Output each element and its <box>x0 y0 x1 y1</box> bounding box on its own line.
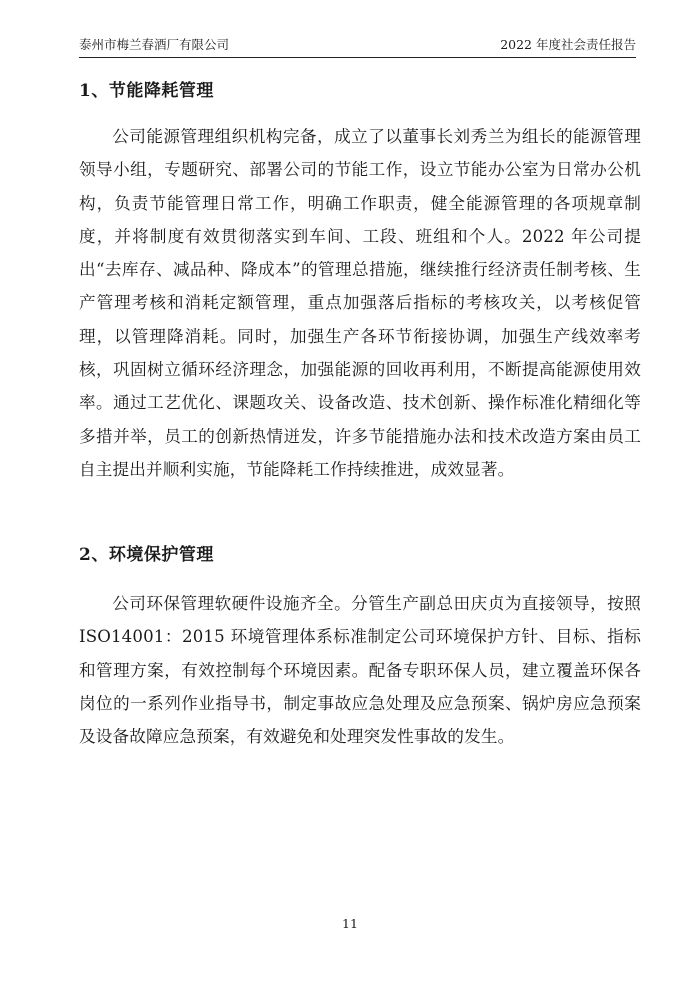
section-paragraph-energy: 公司能源管理组织机构完备，成立了以董事长刘秀兰为组长的能源管理领导小组，专题研究、部署公司的节能工作，设立节能办公室为日常办公机构，负责节能管理日常工作，明确工作职责，健全能源管理的各项规章制度，并将制度有效贯彻落实到车间、工段、班组和个人。2022 年公司提出“去库存、减品种、降成本”的管理总措施，继续推行经济责任制考核、生产管理考核和消耗定额管理，重点加强落后指标的考核攻关，以考核促管理，以管理降消耗。同时，加强生产各环节衔接协调，加强生产线效率考核，巩固树立循环经济理念，加强能源的回收再利用，不断提高能源使用效率。通过工艺优化、课题攻关、设备改造、技术创新、操作标准化精细化等多措并举，员工的创新热情迸发，许多节能措施办法和技术改造方案由员工自主提出并顺利实施，节能降耗工作持续推进，成效显著。 <box>79 127 641 479</box>
section-heading-environment: 2、环境保护管理 <box>79 545 214 565</box>
page-number: 11 <box>342 916 358 931</box>
page-header <box>79 34 636 58</box>
section-paragraph-environment: 公司环保管理软硬件设施齐全。分管生产副总田庆贞为直接领导，按照ISO14001：2015 环境管理体系标准制定公司环境保护方针、目标、指标和管理方案，有效控制每个环境因素。配备专职环保人员，建立覆盖环保各岗位的一系列作业指导书，制定事故应急处理及应急预案、锅炉房应急预案及设备故障应急预案，有效避免和处理突发性事故的发生。 <box>79 594 641 747</box>
header-report-title: 2022 年度社会责任报告 <box>500 37 636 52</box>
section-heading-energy: 1、节能降耗管理 <box>79 81 214 101</box>
header-company-name: 泰州市梅兰春酒厂有限公司 <box>79 37 230 52</box>
